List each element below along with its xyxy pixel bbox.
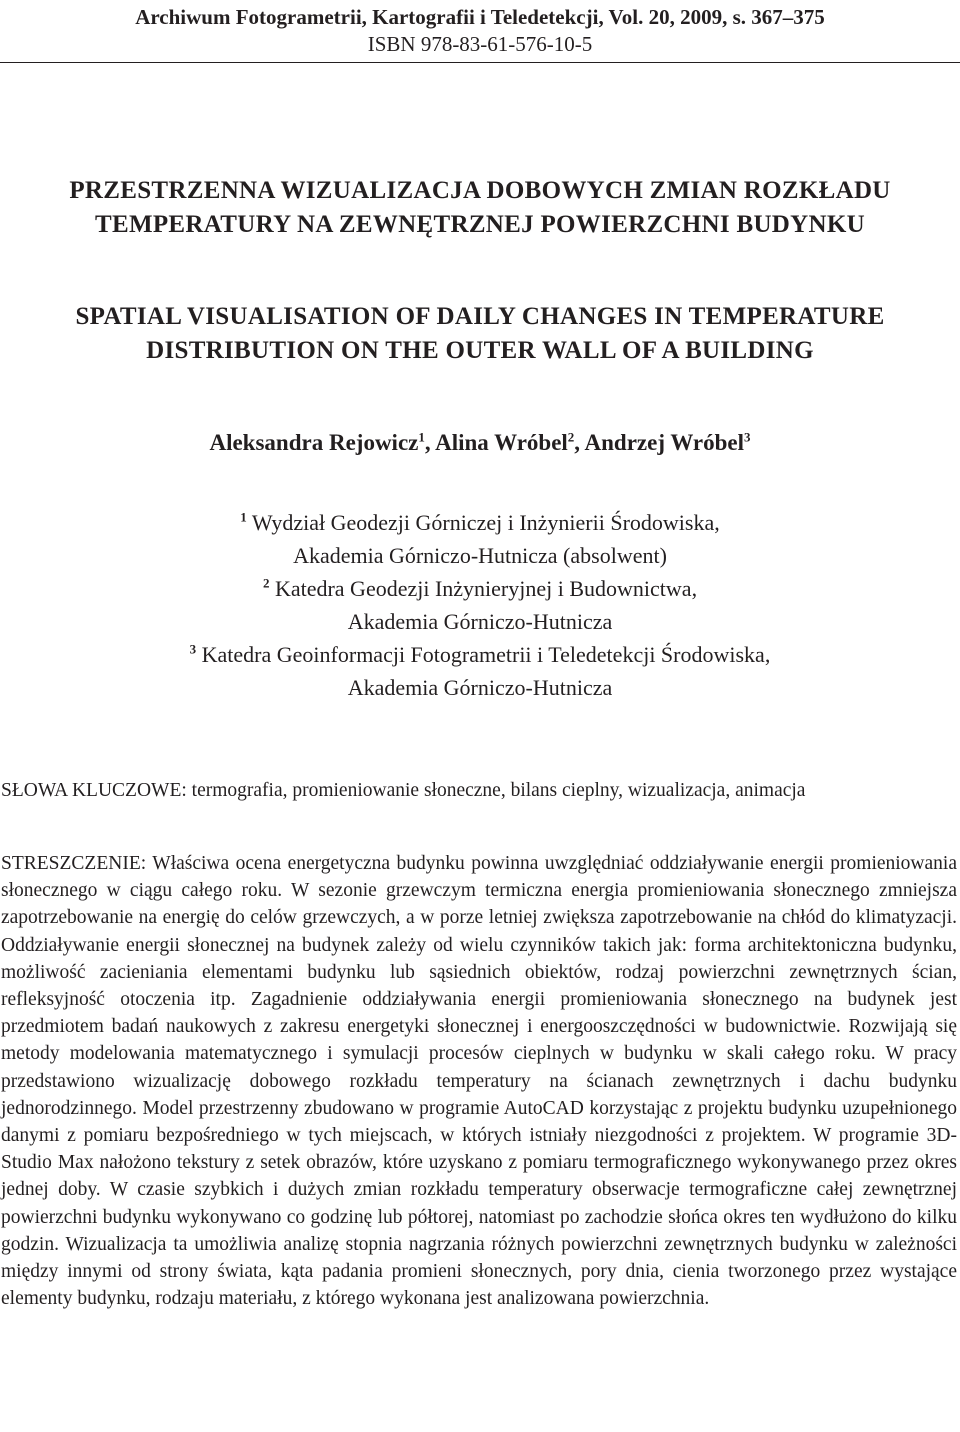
author-name: Alina Wróbel	[435, 430, 568, 455]
author-separator: ,	[424, 430, 436, 455]
affiliation-list	[0, 506, 960, 704]
abstract-text: Właściwa ocena energetyczna budynku powinna uwzględniać oddziaływanie energii promieniowania słonecznego w ciągu całego roku. W sezonie grzewczym termiczna energia promieniowania słonecznego zmniejsza zapotrzebowanie na energię do celów grzewczych, a w porze letniej zwiększa zapotrzebowanie na chłód do klimatyzacji. Oddziaływanie energii słonecznej na budynek zależy od wielu czynników takich jak: forma architektoniczna budynku, możliwość zacieniania elementami budynku lub sąsiednich obiektów, rodzaj powierzchni zewnętrznych ścian, refleksyjność otoczenia itp. Zagadnienie oddziaływania energii promieniowania słonecznego na budynek jest przedmiotem badań naukowych z zakresu energetyki słonecznej i energooszczędności w budownictwie. Rozwijają się metody modelowania matematycznego i symulacji procesów cieplnych w budynku w skali całego roku. W pracy przedstawiono wizualizację dobowego rozkładu temperatury na ścianach zewnętrznych i dachu budynku jednorodzinnego. Model przestrzenny zbudowano w programie AutoCAD korzystając z projektu budynku uzupełnionego danymi z pomiaru bezpośredniego w tych miejscach, w których istniały niezgodności z projektem. W programie 3D-Studio Max nałożono tekstury z setek obrazów, które uzyskano z pomiaru termograficznego wykonywanego przez okres jednej doby. W czasie szybkich i dużych zmian rozkładu temperatury obserwacje termograficzne całej zewnętrznej powierzchni budynku wykonywano co godzinę lub półtorej, natomiast po zachodzie słońca okres ten wydłużono do kilku godzin. Wizualizacja ta umożliwia analizę stopnia nagrzania różnych powierzchni zewnętrznych budynku w zależności między innymi od strony świata, kąta padania promieni słonecznych, pory dnia, cienia tworzonego przez wystające elementy budynku, rodzaju materiału, z którego wykonana jest analizowana powierzchnia.	[1, 853, 957, 1310]
affiliation-unit: Katedra Geodezji Inżynieryjnej i Budownictwa,	[274, 576, 698, 601]
affiliation-institution: Akademia Górniczo-Hutnicza	[347, 675, 613, 700]
keywords-paragraph	[1, 777, 957, 804]
title-polish-line-1: PRZESTRZENNA WIZUALIZACJA DOBOWYCH ZMIAN ROZKŁADU	[69, 177, 891, 204]
abstract-paragraph	[1, 850, 957, 1312]
title-english-line-2: DISTRIBUTION ON THE OUTER WALL OF A BUILDING	[146, 337, 814, 364]
affiliation-unit: Wydział Geodezji Górniczej i Inżynierii Środowiska,	[251, 510, 720, 535]
affiliation-line	[0, 506, 960, 539]
abstract-label: STRESZCZENIE:	[1, 853, 147, 874]
author-separator: ,	[574, 430, 585, 455]
title-polish	[0, 174, 960, 242]
author-list	[0, 428, 960, 458]
affiliation-number: 1	[240, 509, 247, 525]
affiliation-line	[0, 638, 960, 671]
running-header	[0, 0, 960, 57]
title-polish-line-2: TEMPERATURY NA ZEWNĘTRZNEJ POWIERZCHNI BUDYNKU	[95, 211, 865, 238]
affiliation-institution: Akademia Górniczo-Hutnicza	[347, 609, 613, 634]
affiliation-unit: Katedra Geoinformacji Fotogrametrii i Teledetekcji Środowiska,	[201, 642, 771, 667]
affiliation-institution: Akademia Górniczo-Hutnicza (absolwent)	[293, 543, 667, 568]
title-english-line-1: SPATIAL VISUALISATION OF DAILY CHANGES IN TEMPERATURE	[75, 303, 885, 330]
author-name: Andrzej Wróbel	[584, 430, 745, 455]
affiliation-number: 3	[189, 641, 197, 657]
affiliation-mark: 2	[567, 429, 575, 445]
affiliation-3	[0, 638, 960, 704]
affiliation-mark: 1	[418, 429, 425, 445]
affiliation-line	[0, 572, 960, 605]
affiliation-mark: 3	[744, 429, 751, 445]
journal-citation: Archiwum Fotogrametrii, Kartografii i Teledetekcji, Vol. 20, 2009, s. 367–375	[135, 5, 825, 29]
keywords-label: SŁOWA KLUCZOWE:	[1, 780, 187, 801]
affiliation-number: 2	[262, 575, 270, 591]
affiliation-1	[0, 506, 960, 572]
author-name: Aleksandra Rejowicz	[209, 430, 419, 455]
isbn: ISBN 978-83-61-576-10-5	[367, 32, 593, 56]
keywords-text: termografia, promieniowanie słoneczne, bilans cieplny, wizualizacja, animacja	[191, 780, 806, 801]
title-english	[0, 300, 960, 368]
header-divider	[0, 62, 960, 63]
affiliation-2	[0, 572, 960, 638]
